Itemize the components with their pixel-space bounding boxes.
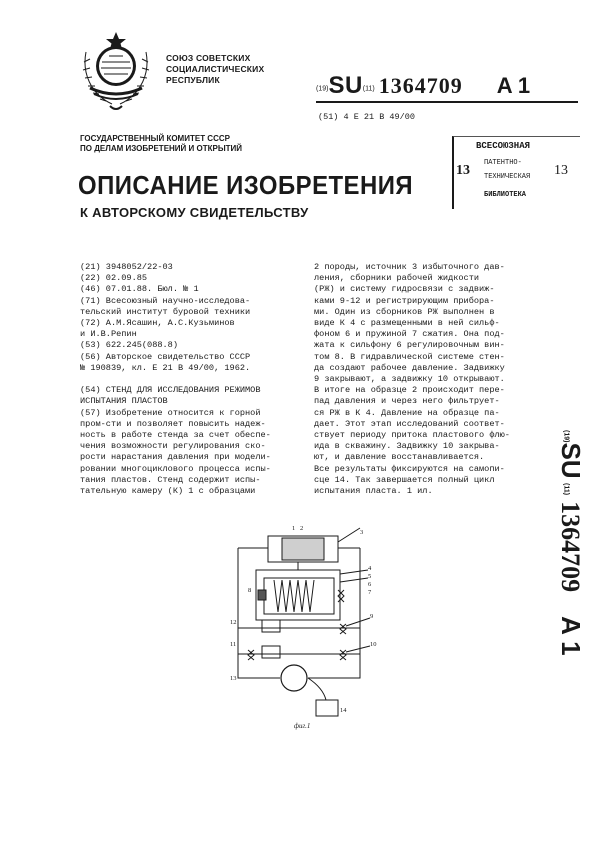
bibliographic-column [80,262,302,497]
text-line: дает. Этот этап исследований соответ- [314,418,505,429]
committee-line: ГОСУДАРСТВЕННЫЙ КОМИТЕТ СССР [80,134,230,143]
text-line: тания пластов. Стенд содержит испы- [80,474,261,485]
diagram-label: 7 [368,589,372,596]
text-line: рости нарастания давления при модели- [80,452,271,463]
document-subtitle: К АВТОРСКОМУ СВИДЕТЕЛЬСТВУ [80,205,309,220]
text-line: (72) А.М.Ясашин, А.С.Кузьминов [80,318,235,329]
text-line: (53) 622.245(088.8) [80,340,178,351]
stamp-number-left: 13 [456,163,470,178]
text-line: (22) 02.09.85 [80,273,148,284]
text-line: (56) Авторское свидетельство СССР [80,351,251,362]
text-line: 2 породы, источник 3 избыточного дав- [314,262,505,272]
text-line: тельский институт буровой техники [80,306,251,317]
stamp-number-right: 13 [554,163,568,178]
text-line: ИСПЫТАНИЯ ПЛАСТОВ [80,396,168,407]
stamp-line: ПАТЕНТНО- [484,159,522,167]
union-line: СОЦИАЛИСТИЧЕСКИХ [166,64,265,74]
text-line: № 190839, кл. Е 21 В 49/00, 1962. [80,362,251,373]
diagram-label: 1 [292,525,296,532]
text-line: сце 14. Так завершается полный цикл [314,474,495,485]
diagram-label: 2 [300,525,304,532]
stamp-line: ТЕХНИЧЕСКАЯ [484,173,531,181]
ipc-classification: (51) 4 E 21 B 49/00 [318,112,415,122]
text-line: ся РЖ в К 4. Давление на образце па- [314,407,500,418]
text-line: ют, и давление восстанавливается. [314,452,485,463]
text-line: фоном 6 и пружиной 7 сжатия. Она под- [314,329,505,340]
country-code: SU [556,442,586,479]
text-line: том 8. В гидравлической системе стен- [314,351,505,362]
committee-line: ПО ДЕЛАМ ИЗОБРЕТЕНИЙ И ОТКРЫТИЙ [80,144,243,153]
diagram-label: 14 [340,707,347,714]
text-line: 9 закрывают, а задвижку 10 открывают. [314,374,505,385]
diagram-label: 9 [370,613,374,620]
text-line: да создают рабочее давление. Задвижку [314,362,505,373]
text-line: (57) Изобретение относится к горной [80,407,261,418]
text-line: виде К 4 с размещенными в ней сильф- [314,318,500,329]
text-line: ровании многоциклового процесса испы- [80,463,271,474]
diagram-label: 10 [370,641,377,648]
text-line: жата к сильфону 6 регулировочным вин- [314,340,505,351]
code-19: (19) [316,85,329,93]
text-line: (54) СТЕНД ДЛЯ ИССЛЕДОВАНИЯ РЕЖИМОВ [80,385,261,396]
text-line: ность в работе стенда за счет обеспе- [80,430,271,441]
abstract-column [314,262,554,497]
patent-number-block [316,72,530,100]
committee-name [80,134,242,154]
code-11: (11) [362,85,375,93]
text-line: ида в скважину. Задвижку 10 закрыва- [314,441,500,452]
diagram-label: 8 [248,587,252,594]
diagram-label: 5 [368,573,372,580]
text-line: пад давления и через него фильтрует- [314,396,500,407]
ussr-emblem-icon [72,22,160,114]
code-11: (11) [562,483,570,496]
text-line: ками 9-12 и регистрирующим прибора- [314,295,495,306]
text-line: пром-сти и позволяет повысить надеж- [80,418,266,429]
text-line: (21) 3948052/22-03 [80,262,173,272]
country-code: SU [328,72,363,99]
patent-number: 1364709 [556,501,585,593]
text-line: Все результаты фиксируются на самопи- [314,463,505,474]
text-line: и И.В.Репин [80,329,137,340]
document-kind: A 1 [556,616,586,656]
figure-caption: фиг.1 [294,722,311,730]
test-stand-schematic [228,518,380,740]
text-line: (46) 07.01.88. Бюл. № 1 [80,284,199,295]
document-kind: A 1 [496,73,531,98]
document-title: ОПИСАНИЕ ИЗОБРЕТЕНИЯ [78,170,414,200]
patent-number: 1364709 [378,73,463,98]
code-19: (19) [562,430,570,443]
diagram-label: 11 [230,641,237,648]
diagram-label: 4 [368,565,372,572]
text-line: (РЖ) и систему гидросвязи с задвиж- [314,284,495,295]
text-line: испытания пласта. 1 ил. [314,486,433,497]
text-line: (71) Всесоюзный научно-исследова- [80,295,251,306]
text-line: ми. Один из сборников РЖ выполнен в [314,306,495,317]
text-line: В итоге на образце 2 происходит пере- [314,385,505,396]
union-line: СОЮЗ СОВЕТСКИХ [166,53,251,63]
diagram-label: 12 [230,619,237,626]
text-line: чения возможности регулирования ско- [80,441,266,452]
union-name [166,53,264,86]
stamp-line: БИБЛИОТЕКА [484,191,527,199]
stamp-line: ВСЕСОЮЗНАЯ [476,141,531,151]
vertical-patent-number [556,430,586,700]
diagram-label: 13 [230,675,237,682]
header-rule [316,101,578,103]
text-line: тательную камеру (К) 1 с образцами [80,486,256,497]
text-line [80,374,302,385]
library-stamp [452,136,580,209]
union-line: РЕСПУБЛИК [166,75,220,85]
text-line: ствует периоду притока пластового флю- [314,430,510,441]
diagram-label: 3 [360,529,364,536]
text-line: ления, сборники рабочей жидкости [314,273,480,284]
diagram-label: 6 [368,581,372,588]
